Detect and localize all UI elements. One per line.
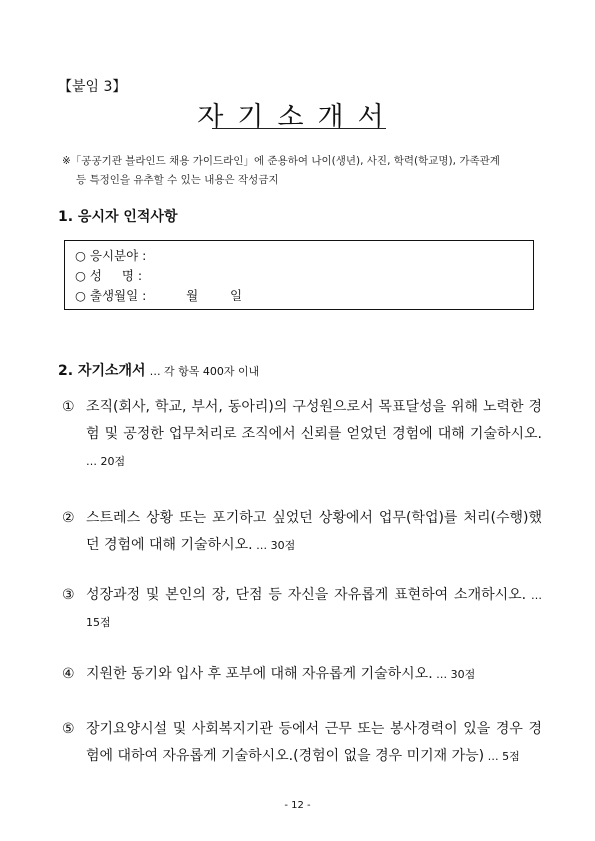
- notice-text: [62, 152, 552, 190]
- section-1-title: 1. 응시자 인적사항: [58, 209, 178, 225]
- question-number: ⑤: [62, 721, 75, 737]
- question-3: [62, 582, 542, 636]
- question-points: … 20점: [86, 455, 126, 468]
- question-text: 성장과정 및 본인의 장, 단점 등 자신을 자유롭게 표현하여 소개하시오.: [86, 587, 527, 603]
- question-points: … 30점: [252, 539, 296, 552]
- question-points: … 30점: [432, 668, 476, 681]
- question-4: [62, 661, 542, 688]
- notice-line-1: ※「공공기관 블라인드 채용 가이드라인」에 준용하여 나이(생년), 사진, 학력(학교명), 가족관계: [62, 155, 500, 167]
- notice-line-2: 등 특정인을 유추할 수 있는 내용은 작성금지: [76, 174, 279, 186]
- question-text: 조직(회사, 학교, 부서, 동아리)의 구성원으로서 목표달성을 위해 노력한 경험 및 공정한 업무처리로 조직에서 신뢰를 얻었던 경험에 대해 기술하시오.: [86, 399, 542, 442]
- personal-info-box: [64, 240, 534, 310]
- info-row-birth: ○ 출생월일 : 월 일: [75, 288, 243, 303]
- question-number: ①: [62, 399, 75, 415]
- section-2-title: [58, 360, 259, 380]
- question-points: … 5점: [484, 750, 520, 763]
- question-text: 스트레스 상황 또는 포기하고 싶었던 상황에서 업무(학업)를 처리(수행)했던 경험에 대해 기술하시오.: [86, 510, 542, 553]
- question-points: … 15점: [86, 589, 543, 629]
- question-2: [62, 505, 542, 559]
- question-number: ④: [62, 666, 75, 682]
- question-number: ③: [62, 587, 75, 603]
- section-2-subtitle: … 각 항목 400자 이내: [149, 365, 260, 378]
- question-text: 지원한 동기와 입사 후 포부에 대해 자유롭게 기술하시오.: [86, 666, 433, 682]
- annex-label: 【붙임 3】: [58, 79, 127, 95]
- question-1: [62, 394, 542, 475]
- question-text: 장기요양시설 및 사회복지기관 등에서 근무 또는 봉사경력이 있을 경우 경험에 대하여 자유롭게 기술하시오.(경험이 없을 경우 미기재 가능): [86, 721, 542, 764]
- question-5: [62, 716, 542, 770]
- info-row-field: ○ 응시분야 :: [75, 248, 147, 263]
- question-number: ②: [62, 510, 75, 526]
- page-number: - 12 -: [284, 800, 311, 811]
- info-row-name: ○ 성 명 :: [75, 268, 143, 283]
- section-2-heading: 2. 자기소개서: [58, 363, 146, 379]
- title-underline: [212, 128, 386, 129]
- page-title: 자기소개서: [197, 102, 398, 133]
